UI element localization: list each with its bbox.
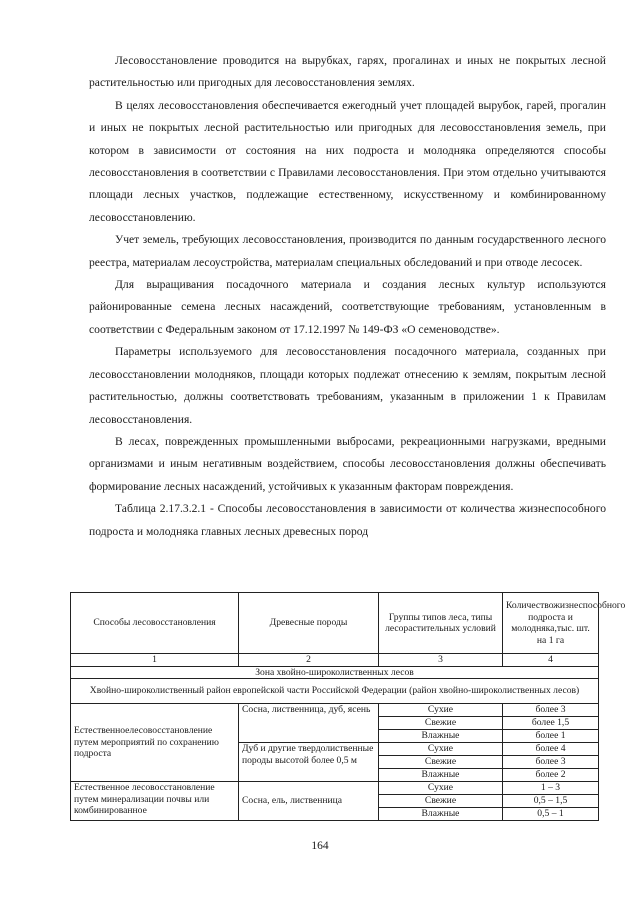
header-species: Древесные породы [239, 593, 379, 654]
table-row [71, 704, 599, 717]
col-number: 1 [71, 654, 239, 667]
table-caption: Таблица 2.17.3.2.1 - Способы лесовосстановления в зависимости от количества жизнеспособного подроста и молодняка главных лесных древесных пород [89, 502, 606, 538]
paragraph-6: В лесах, поврежденных промышленными выбросами, рекреационными нагрузками, вредными организмами и иным негативным воздействием, способы лесовосстановления должны обеспечивать формирование лесных насаждений, устойчивых к указанным факторам повреждения. [89, 434, 606, 493]
header-methods: Способы лесовосстановления [71, 593, 239, 654]
species-cell: Сосна, лиственница, дуб, ясень [239, 704, 379, 743]
species-cell: Дуб и другие твердолиственные породы высотой более 0,5 м [239, 743, 379, 782]
zone-row [71, 666, 599, 679]
method-cell: Естественноелесовосстановление путем мероприятий по сохранению подроста [71, 704, 239, 782]
condition-cell: Влажные [379, 730, 503, 743]
quantity-cell: более 1,5 [503, 717, 599, 730]
quantity-cell: более 3 [503, 704, 599, 717]
condition-cell: Сухие [379, 743, 503, 756]
paragraph-4: Для выращивания посадочного материала и создания лесных культур используются районированные семена лесных насаждений, соответствующие требованиям, установленным в соответствии с Федеральным законом от 17.12.1997 № 149-ФЗ «О семеноводстве». [89, 278, 606, 336]
condition-cell: Сухие [379, 782, 503, 795]
table-row [71, 782, 599, 795]
column-number-row [71, 654, 599, 667]
condition-cell: Свежие [379, 795, 503, 808]
species-cell: Сосна, ель, лиственница [239, 782, 379, 821]
quantity-cell: 1 – 3 [503, 782, 599, 795]
header-forest-types: Группы типов леса, типы лесорастительных условий [379, 593, 503, 654]
paragraph-1: Лесовосстановление проводится на вырубках, гарях, прогалинах и иных не покрытых лесной растительностью или пригодных для лесовосстановления землях. [89, 54, 606, 90]
condition-cell: Влажные [379, 769, 503, 782]
quantity-cell: более 4 [503, 743, 599, 756]
reforestation-table [70, 592, 626, 821]
zone-label: Зона хвойно-широколиственных лесов [71, 666, 599, 679]
body-text [89, 50, 606, 543]
condition-cell: Свежие [379, 717, 503, 730]
condition-cell: Влажные [379, 808, 503, 821]
condition-cell: Сухие [379, 704, 503, 717]
paragraph-5: Параметры используемого для лесовосстановления посадочного материала, созданных при лесовосстановлении молодняков, площади которых подлежат отнесению к землям, покрытым лесной растительностью, должны соответствовать требованиям, указанным в приложении 1 к Правилам лесовосстановления. [89, 345, 606, 426]
col-number: 4 [503, 654, 599, 667]
quantity-cell: 0,5 – 1,5 [503, 795, 599, 808]
paragraph-3: Учет земель, требующих лесовосстановления, производится по данным государственного лесного реестра, материалам лесоустройства, материалам специальных обследований и при отводе лесосек. [89, 233, 606, 269]
paragraph-2: В целях лесовосстановления обеспечивается ежегодный учет площадей вырубок, гарей, прогалин и иных не покрытых лесной растительностью или пригодных для лесовосстановления земель, при котором в зависимости от состояния на них подроста и молодняка определяются способы лесовосстановления в соответствии с Правилами лесовосстановления. При этом отдельно учитываются площади лесных участков, подлежащие естественному, искусственному и комбинированному лесовосстановлению. [89, 98, 606, 224]
condition-cell: Свежие [379, 756, 503, 769]
quantity-cell: 0,5 – 1 [503, 808, 599, 821]
col-number: 2 [239, 654, 379, 667]
region-row [71, 679, 599, 704]
quantity-cell: более 1 [503, 730, 599, 743]
page-number: 164 [311, 840, 329, 852]
col-number: 3 [379, 654, 503, 667]
quantity-cell: более 3 [503, 756, 599, 769]
region-label: Хвойно-широколиственный район европейской части Российской Федерации (район хвойно-широколиственных лесов) [71, 679, 599, 704]
method-cell: Естественное лесовосстановление путем минерализации почвы или комбинированное [71, 782, 239, 821]
quantity-cell: более 2 [503, 769, 599, 782]
table-header-row [71, 593, 599, 654]
header-quantity: Количествожизнеспособного подроста и молодняка,тыс. шт. на 1 га [503, 593, 599, 654]
